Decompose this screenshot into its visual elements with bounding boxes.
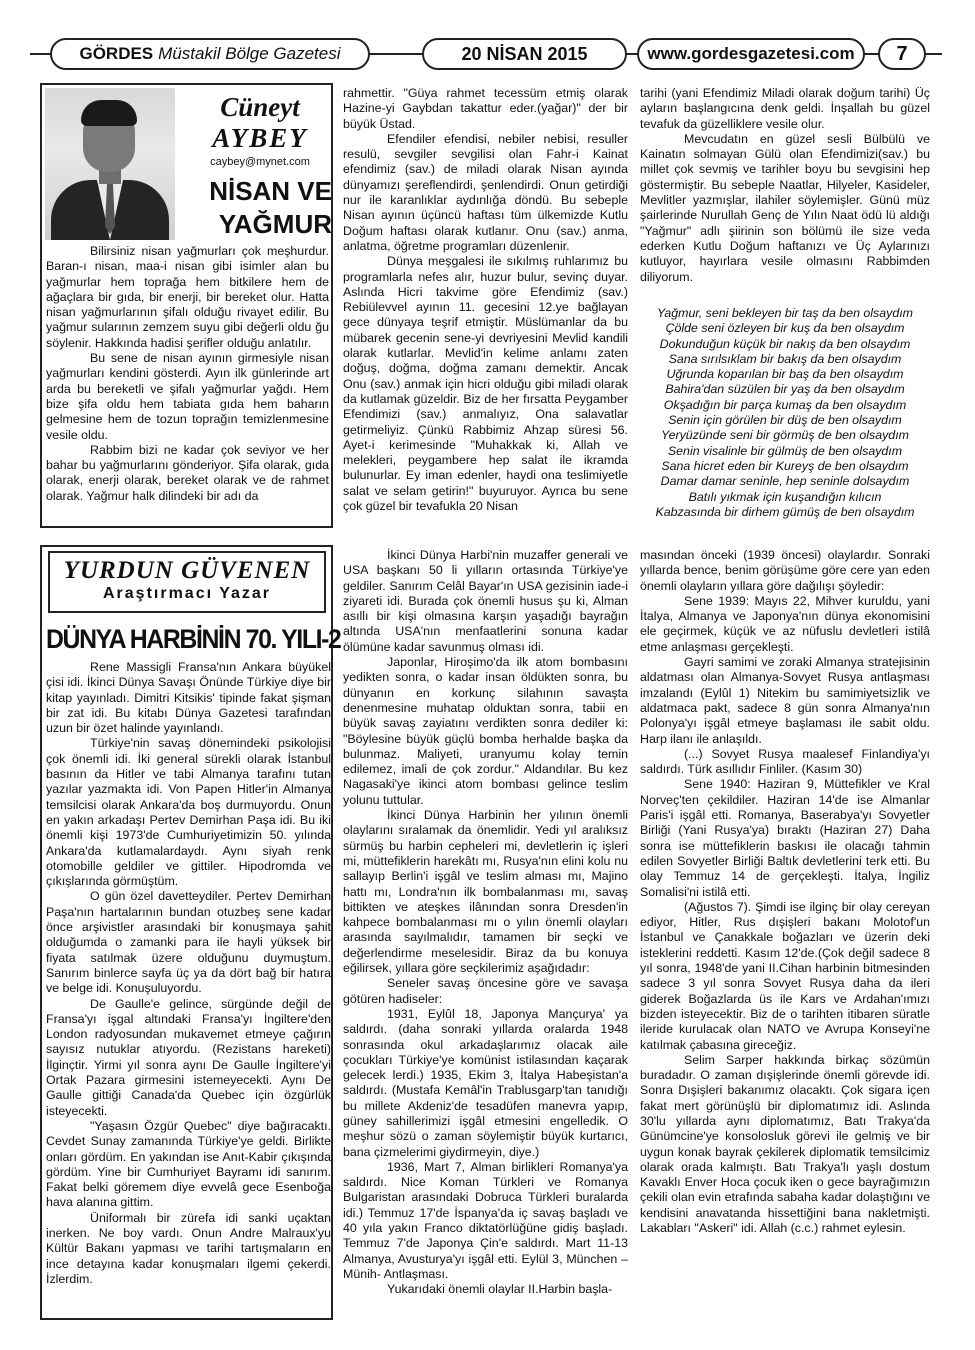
article1-column-3: [640, 86, 930, 291]
poem-line: Senin visalinle bir gülmüş de ben olsaydım: [667, 443, 903, 458]
paragraph: İkinci Dünya Harbinin her yılının önemli olaylarını sıralamak da önemlidir. Yedi yıl aralıksız sürmüş bu harbin cepheleri mi, devletlerin iç işleri mi, müttefiklerin harekâtı mı, Rusya'nın elini kolu nu sallayıp Berlin'i işgâl ve teslim alması mı, Majino hattı mı, Londra'nın ilk bombalanması mı, savaş bittikten ve ateşkes ilânından sonra Dresden'in kahpece bombalanması mı o yılın önemli olayları arasında sayılmalıdır, tamamen bir seçki ve değerlendirme meselesidir. Biraz da bu konuya eğilirsek, yıllara göre seçkilerimiz aşağıdadır:: [343, 808, 628, 976]
paragraph: Efendiler efendisi, nebiler nebisi, resuller resulü, sevgiler sevgilisi olan Fahr-i Kainat efendimiz (sav.) de miladi olarak Nisan ayında dünyamızı şereflendirdi, şenlendirdi. Onun getirdiği nur ile karanlıklar aydınlığa döndü. Bu sebeple Nisan ayının üçüncü haftası tüm ülkemizde Kutlu Doğum haftası olarak kutlanır. Onu (sav.) anma, anlatma, öğretme programları düzenlenir.: [343, 131, 628, 253]
paragraph: masından önceki (1939 öncesi) olaylardır. Sonraki yıllarda bence, benim görüşüme göre cere yan eden önemli olayların yıllara göre dağılışı şöyledir:: [640, 548, 930, 593]
poem-line: Bahira'dan süzülen bir yaş da ben olsaydım: [665, 382, 905, 397]
paragraph: Bu sene de nisan ayının girmesiyle nisan yağmurları kendini gösterdi. Ayın ilk günlerinde art arda bu bereketli ve şifalı yağmurlar yağdı. Hem bize şifa oldu hem tabiata gıda hem baharın gelmesine hem de tozun toprağın temizlenmesine vesile oldu.: [46, 351, 329, 442]
paragraph: tarihi (yani Efendimiz Miladi olarak doğum tarihi) Üç ayların başlangıcına denk geldi. İnşallah bu güzel tevafuk da güzelliklere vesile olur.: [640, 86, 930, 131]
paragraph: Rene Massigli Fransa'nın Ankara büyükel çisi idi. İkinci Dünya Savaşı Önünde Türkiye diye bir kitap yayınladı. Dimitri Kitsikis' tipinde fakat şişman bir zat idi. Bu kitabı Dünya Gazetesi tarafından uzun bir özet halinde yayınlandı.: [46, 660, 331, 736]
poem-line: Senin için görülen bir düş de ben olsaydım: [668, 413, 902, 428]
poem-line: Çölde seni özleyen bir kuş da ben olsaydım: [665, 321, 905, 336]
paragraph: rahmettir. "Güya rahmet tecessüm etmiş olarak Hazine-yi Gaybdan takattur eder.(yağar)" der bir büyük Üstad.: [343, 86, 628, 131]
poem: [640, 306, 930, 520]
article1-title-line1: NİSAN VE: [209, 176, 332, 206]
article1-column-2: [343, 86, 628, 533]
paragraph: "Yaşasın Özgür Quebec" diye bağıracaktı. Cevdet Sunay zamanında Türkiye'ye geldi. Birlikte onları gördüm. En yakından ise Anıt-Kabir çıkışında gördüm. Yine bir Cumhuriyet Bayramı idi sanırım. Fakat belki göremem diye evvelâ gece Esenboğa hava alanına gittim.: [46, 1118, 331, 1210]
paragraph: Selim Sarper hakkında birkaç sözümün buradadır. O zaman dışişlerinde önemli görevde idi. Sonra Dışişleri bakanımız olacaktı. Çok sigara içen fakat mert görünüşlü bir diplomatımız idi. Aslında 30'lu yıllarda aynı diplomatımız, Batı Trakya'da Günümcine'ye konsolosluk görevi ile gelmiş ve bir uygun konak bayrak çekilerek diplomatik temsilcimiz olarak orada kalmıştı. Batı Trakya'lı yaşlı dostum Kavaklı Enver Hoca çocuk iken o gece bayrağımızın çekili olan evin etrafında sabaha kadar dolaştığını ve kendisini anavatanda hissettiğini bana nakletmişti. Lakabları "Askeri" idi. Allah (c.c.) rahmet eylesin.: [640, 1052, 930, 1236]
poem-line: Sana hicret eden bir Kureyş de ben olsaydım: [661, 458, 909, 473]
paragraph: Bilirsiniz nisan yağmurları çok meşhurdur. Baran-ı nisan, maa-i nisan gibi isimler alan bu yağmurlar hem toprağa hem bitkilere hem de ağaçlara bir gıda, bir enerji, bir bereket olur. Hatta nisan yağmurlarının şifalı olduğu rivayet edilir. Bu yağmur sularının zemzem suyu gibi değerli oldu ğu söylenir. Hakkında hadisi şerifler olduğu anlatılır.: [46, 244, 329, 350]
paper-name: GÖRDES: [79, 44, 154, 63]
paragraph: Sene 1939: Mayıs 22, Mihver kuruldu, yani İtalya, Almanya ve Japonya'nın dünya ekonomisini ele geçirmek, küçük ve az nüfuslu devletleri istilâ etme anlaşması gerçekleşti.: [640, 593, 930, 654]
author-last-name: AYBEY: [212, 123, 308, 153]
paragraph: Gayri samimi ve zoraki Almanya stratejisinin aldatması olan Almanya-Sovyet Rusya antlaşması imzalandı (Eylûl 1) Nitekim bu samimiyetsizlik ve aldatmaca pakt, sadece 8 gün sonra Almanya'nın Polonya'yı işgâl etmeye başlaması ile sabit oldu. Harp ilanı ile anlaşıldı.: [640, 655, 930, 746]
paragraph: Japonlar, Hiroşimo'da ilk atom bombasını yedikten sonra, o kadar insan öldükten sonra, bu dünyanın en korkunç silahının savaşta denenmesine muhatap olduktan sonra, tabii en büyük savaş zayiatını verdikten sonra dediler ki: "Böylesine büyük güçlü bomba herhalde başka da bulunmaz. Maliyeti, uranyumu kolay temin edilemez, imali de çok zordur." Aldandılar. Bu kez Nagasaki'ye ikinci atom bombası gelince teslim yolunu tuttular.: [343, 655, 628, 807]
issue-date: 20 NİSAN 2015: [422, 38, 627, 70]
poem-line: Uğrunda koparılan bir baş da ben olsaydım: [666, 367, 904, 382]
article1-title: [180, 175, 332, 241]
poem-line: Kabzasında bir dirhem gümüş de ben olsaydım: [655, 504, 915, 519]
author-badge: [48, 551, 326, 613]
paragraph: Mevcudatın en güzel sesli Bülbülü ve Kainatın solmayan Gülü olan Efendimizi(sav.) bu millet çok sevmiş ve tarihler boyu bu sevgisini hep göstermiştir. Bu sebeple Naatlar, Hilyeler, Kasideler, Mevlitler yazmışlar, ilahiler söylemişler. Günü müz şairlerinde Nurullah Genç de Yılın Naat ödü lü aldığı "Yağmur" adlı şiirinin son bölümü ile size veda ederken Kutlu Doğum haftanızı ve Üç Aylarınızı kutluyor, hayırlara vesile olmasını Rabbimden diliyorum.: [640, 131, 930, 284]
poem-line: Okşadığın bir parça kumaş da ben olsaydım: [663, 397, 907, 412]
article1-title-line2: YAĞMUR: [218, 209, 332, 239]
paragraph: Dünya meşgalesi ile sıkılmış ruhlarımız bu programlarla nefes alır, huzur bulur, sevinç duyar. Aslında Hicri takvime göre Efendimiz (sav.) Rebiülevvel ayının 11. gecesini 12.ye bağlayan gece dünyaya teşrif etmiştir. Müslümanlar da bu mübarek gecenin sene-yi devriyesini Mevlid kandili olarak kutlarlar. Mevlid'in kelime anlamı zaten doğuş, doğma, doğma zamanı demektir. Ancak Onu (sav.) anmak için hicri olduğu gibi miladi olarak da kutlamak güzeldir. Biz de her fırsatta Peygamber Efendimizi (sav.) anmalıyız, Ona salavatlar getirmeliyiz. Çünkü Rabbimiz Ahzap süresi 56. Ayet-i kerimesinde "Muhakkak ki, Allah ve melekleri, peygambere hep salat ile ikramda bulunurlar. Ey iman edenler, haydi ona teslimiyetle salat ve selam getirin!" buyuruyor. Ayrıca bu sene çok güzel bir tevafukla 20 Nisan: [343, 254, 628, 514]
article2-title: DÜNYA HARBİNİN 70. YILI-2: [46, 624, 341, 654]
paragraph: 1936, Mart 7, Alman birlikleri Romanya'ya saldırdı. Nice Koman Türkleri ve Romanya Bulgaristan arasındaki Dobruca Türkleri buralarda idi.) Temmuz 17'de İspanya'da iç savaş başladı ve 40 yıla yakın Franco diktatörlüğüne gidiş başladı. Temmuz 7'de Japonya Çin'e saldırdı. Mart 11-13 Almanya, Avusturya'yı işgâl etti. Eylül 3, München –Münih- Antlaşması.: [343, 1159, 628, 1281]
author-role: Araştırmacı Yazar: [102, 585, 271, 602]
paragraph: Türkiye'nin savaş dönemindeki psikolojisi çok önemli idi. İki general sürekli olarak İstanbul basının da Hitler ve tabi Almanya tarafını tutan yazılar yazmakta idi. Von Papen Hitler'in Almanya temsilcisi olarak Ankara'da boş durmuyordu. Onun en yakın arkadaşı Pertev Demirhan Paşa idi. Bu iki önemli kişi 1973'de Cumhuriyetimizin 50. yılında Ankara'da kutlamalardaydı. Aynı siyah renk otomobille geldiler ve gittiler. Hipodromda ve çıkışlarında görmüştüm.: [46, 736, 331, 889]
author-first-name: Cüneyt: [220, 92, 300, 122]
article2-column-3: [640, 548, 930, 1320]
author-email[interactable]: caybey@mynet.com: [210, 156, 310, 168]
paragraph: De Gaulle'e gelince, sürgünde değil de Fransa'yı işgal altındaki Fransa'yı İngiltere'den London radyosundan mukavemet etmeye çağırın sayısız nutuklar atıyordu. (Rezistans hareketi) İlginçtir. Yirmi yıl sonra aynı De Gaulle İngiltere'yi Ortak Pazara girmesini istemeyecekti. Aynı De Gaulle gittiği Canada'da Quebec için özgürlük isteyecekti.: [46, 996, 331, 1118]
paragraph: 1931, Eylûl 18, Japonya Mançurya' ya saldırdı. (daha sonraki yıllarda oralarda 1948 sonrasında okul arkadaşlarımız olacak aile çocukları Türkiye'ye komünist istilasından kaçarak gelecek lerdi.) 1935, Ekim 3, İtalya Habeşistan'a saldırdı. (Mustafa Kemâl'in Trablusgarp'tan tanıdığı bu millete Akdeniz'de tesadüfen manevra yapıp, güney sahillerimizi işgâl etmesini engelledik. O meşhur sözü o zaman söylemiştir büyük kurtarıcı, bana çizmelerimi giydirmeyin, diye.): [343, 1006, 628, 1159]
paragraph: İkinci Dünya Harbi'nin muzaffer generali ve USA başkanı 50 li yılların ortasında Türkiye'ye geldiler. Sanırım Celâl Bayar'ın USA gezisinin iade-i ziyareti idi. Burada çok önemli husus şu ki, Alman asıllı bir kişi olmasına karşın yaşadığı bayrağın altında USA'nın menfaatlerini sonuna kadar ölümüne kadar savunmuş olması idi.: [343, 548, 628, 654]
article2-column-2: [343, 548, 628, 1320]
author-photo: [45, 88, 175, 240]
poem-line: Yeryüzünde seni bir görmüş de ben olsaydım: [661, 428, 909, 443]
poem-line: Yağmur, seni bekleyen bir taş da ben olsaydım: [657, 306, 913, 320]
author-name: [196, 92, 324, 154]
paragraph: Sene 1940: Haziran 9, Müttefikler ve Kral Norveç'ten çekildiler. Haziran 14'de ise Almanlar Paris'i işgâl etti. Romanya, Baserabya'yı Sovyetler Birliği (Yani Rusya'ya) bıraktı (Haziran 27) Daha sonra ise müttefiklerin baskısı ile olacağı tahmin edilen Sovyetler Birliği Baltık devletlerini terk etti. Bu olay Temmuz 14 de gerçekleşti. İtalya, İngiliz Somalisi'ni istilâ etti.: [640, 777, 930, 899]
poem-line: Sana sırılsıklam bir bakış da ben olsaydım: [668, 351, 902, 366]
poem-line: Damar damar seninle, hep seninle dolsaydım: [660, 474, 910, 489]
paragraph: (...) Sovyet Rusya maalesef Finlandiya'yı saldırdı. Türk asıllıdır Finliler. (Kasım 30): [640, 746, 930, 777]
paragraph: Rabbim bizi ne kadar çok seviyor ve her bahar bu yağmurlarını gönderiyor. Şifa olarak, gıda olarak, enerji olarak, bereket olarak ve de rahmet olarak. Yağmur halk dilindeki bir adı da: [46, 442, 329, 503]
poem-line: Batılı yıkmak için kuşandığın kılıcın: [688, 489, 882, 504]
paragraph: Seneler savaş öncesine göre ve savaşa götüren hadiseler:: [343, 976, 628, 1006]
paragraph: O gün özel davetteydiler. Pertev Demirhan Paşa'nın hartalarının bundan otuzbeş sene kadar önce arşivistler arasındaki bir konuşmaya şahit olduğumda o zamanki para ile hayli yüksek bir fiyata satılmak üzere olduğunu duymuştum. Sanırım binlerce sayfa üç ya da dört bağ bir hatıra ve belge idi. Konuşuluyordu.: [46, 889, 331, 996]
paragraph: Üniformalı bir zürefa idi sanki uçaktan inerken. Ne boy vardı. Onun Andre Malraux'yu Kültür Bakanı yapması ve tarihi tartışmaların en ince detayına kadar konuşmaları ilgemi çekerdi. İzlerdim.: [46, 1210, 331, 1286]
poem-line: Dokunduğun küçük bir nakış da ben olsaydım: [659, 336, 911, 351]
paragraph: (Ağustos 7). Şimdi ise ilginç bir olay cereyan ediyor, Hitler, Rus dışişleri bakanı Molotof'un İstanbul ve Çanakkale boğazları ve üzerin deki isteklerini reddetti. Kasım 12'de.(Çok değil sadece 8 yıl sonra, 1948'de yani II.Cihan harbinin bitmesinden sadece 3 yıl sonra Sovyet Rusya daha da ileri giderek Boğazlarda üs ile Kars ve Ardahan'ımızı bizden isteyecektir. Biz de o tarihten itibaren süratle ileride kurulacak olan NATO ve Avrupa Konseyi'ne katılmak çabasına gireceğiz.: [640, 899, 930, 1052]
masthead-badge: [50, 38, 370, 70]
article1-column-1: [46, 244, 329, 526]
author-name: YURDUN GÜVENEN: [63, 557, 311, 584]
paper-subtitle: Müstakil Bölge Gazetesi: [158, 44, 341, 63]
article2-column-1: [46, 660, 331, 1316]
page-number: 7: [878, 38, 926, 70]
paragraph: Yukarıdaki önemli olaylar II.Harbin başla-: [387, 1282, 613, 1297]
website-link[interactable]: www.gordesgazetesi.com: [637, 38, 865, 70]
